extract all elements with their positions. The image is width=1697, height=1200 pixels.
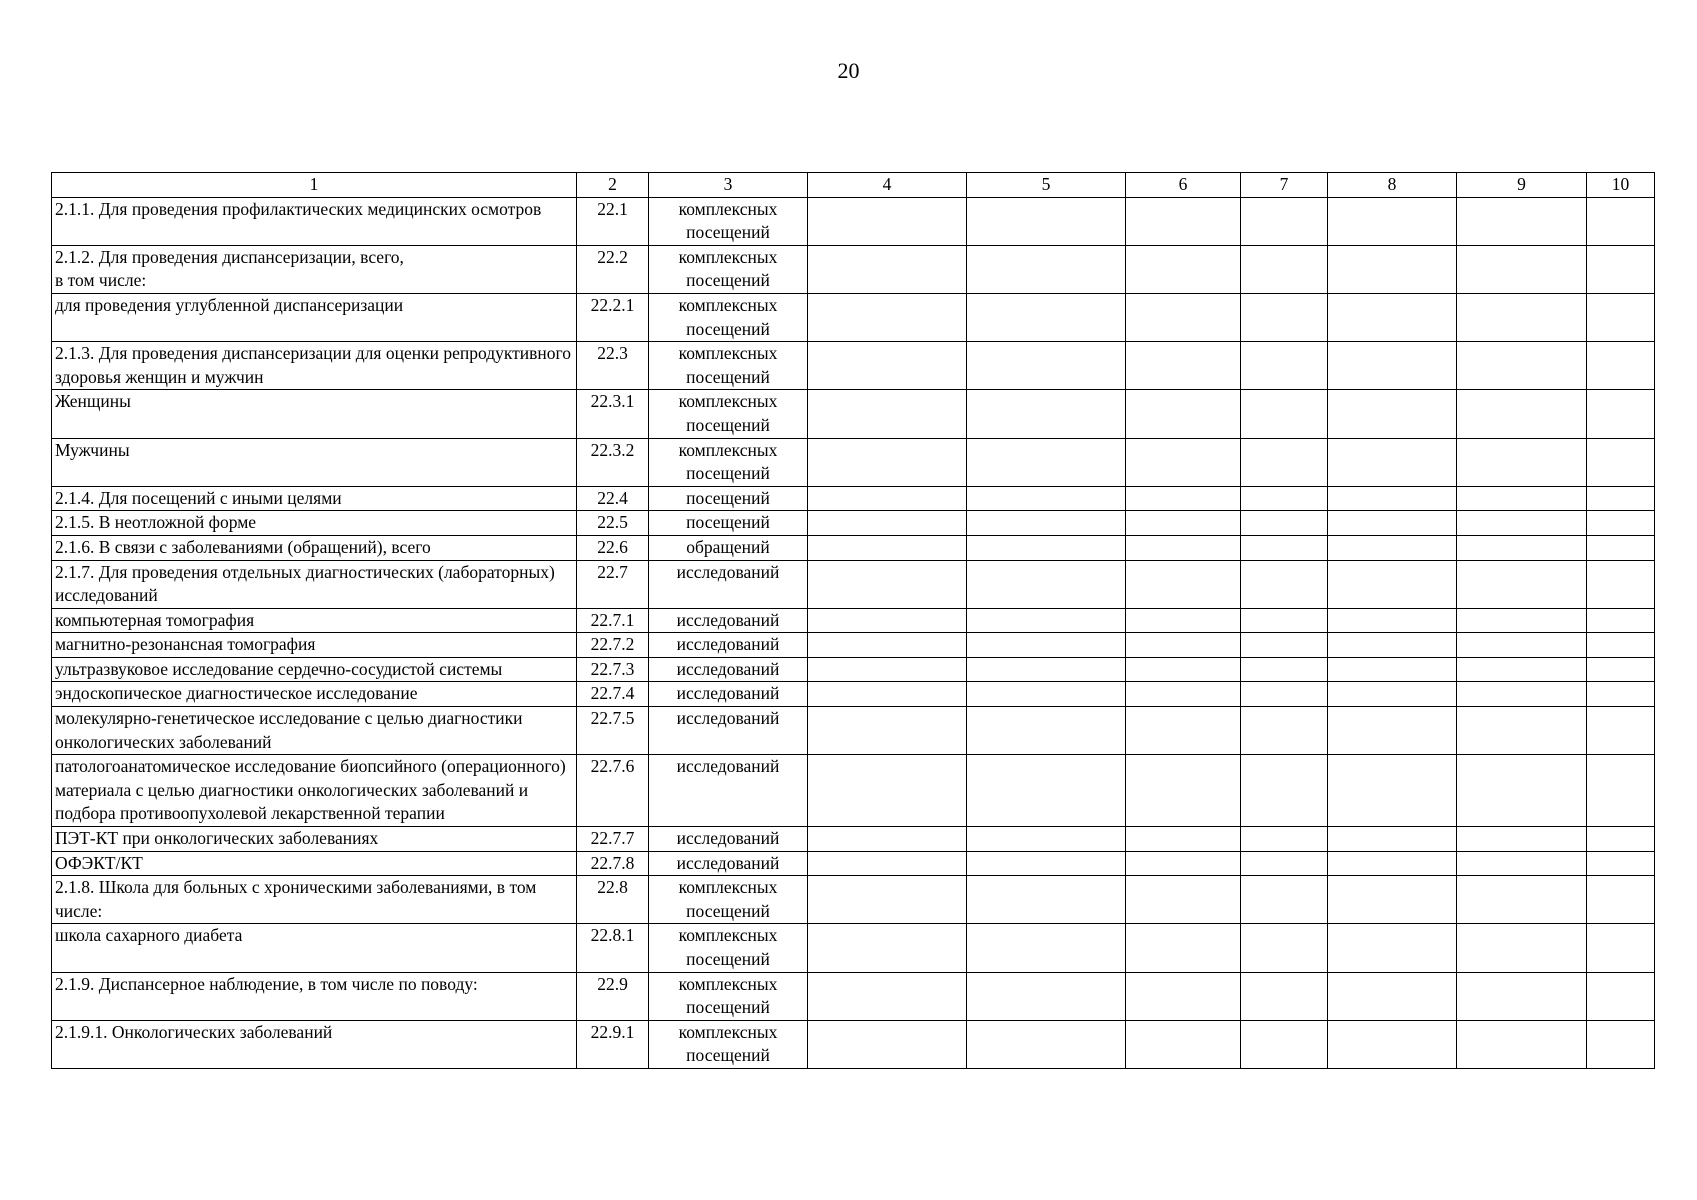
empty-cell — [1328, 511, 1457, 536]
empty-cell — [1126, 245, 1241, 293]
empty-cell — [1457, 633, 1587, 658]
row-name-cell: 2.1.2. Для проведения диспансеризации, всего, в том числе: — [52, 245, 577, 293]
empty-cell — [1126, 511, 1241, 536]
table-row — [52, 511, 1655, 536]
table-row — [52, 851, 1655, 876]
table-row — [52, 390, 1655, 438]
row-name-cell: 2.1.4. Для посещений с иными целями — [52, 486, 577, 511]
row-unit-cell: комплексных посещений — [649, 438, 808, 486]
empty-cell — [1587, 486, 1655, 511]
empty-cell — [1241, 535, 1328, 560]
empty-cell — [808, 342, 967, 390]
empty-cell — [1328, 851, 1457, 876]
empty-cell — [967, 682, 1126, 707]
table-row — [52, 633, 1655, 658]
row-code-cell: 22.3.1 — [577, 390, 649, 438]
empty-cell — [967, 560, 1126, 608]
empty-cell — [1328, 876, 1457, 924]
empty-cell — [1587, 535, 1655, 560]
empty-cell — [1328, 390, 1457, 438]
empty-cell — [808, 245, 967, 293]
empty-cell — [1328, 755, 1457, 827]
empty-cell — [1126, 924, 1241, 972]
empty-cell — [808, 293, 967, 341]
table-body — [52, 197, 1655, 1068]
row-name-cell: для проведения углубленной диспансеризации — [52, 293, 577, 341]
row-unit-cell: комплексных посещений — [649, 197, 808, 245]
row-code-cell: 22.7.2 — [577, 633, 649, 658]
empty-cell — [808, 438, 967, 486]
empty-cell — [808, 657, 967, 682]
column-header: 10 — [1587, 173, 1655, 198]
row-code-cell: 22.7.8 — [577, 851, 649, 876]
empty-cell — [1126, 486, 1241, 511]
row-code-cell: 22.8.1 — [577, 924, 649, 972]
row-code-cell: 22.3 — [577, 342, 649, 390]
empty-cell — [967, 511, 1126, 536]
empty-cell — [1457, 560, 1587, 608]
row-name-cell: Мужчины — [52, 438, 577, 486]
empty-cell — [1126, 876, 1241, 924]
row-code-cell: 22.7.1 — [577, 608, 649, 633]
column-header: 5 — [967, 173, 1126, 198]
empty-cell — [1126, 560, 1241, 608]
empty-cell — [1457, 972, 1587, 1020]
row-unit-cell: комплексных посещений — [649, 293, 808, 341]
empty-cell — [967, 876, 1126, 924]
column-header: 1 — [52, 173, 577, 198]
empty-cell — [1241, 924, 1328, 972]
empty-cell — [1587, 827, 1655, 852]
empty-cell — [1587, 755, 1655, 827]
column-header: 4 — [808, 173, 967, 198]
empty-cell — [808, 608, 967, 633]
empty-cell — [967, 755, 1126, 827]
empty-cell — [1457, 608, 1587, 633]
empty-cell — [808, 876, 967, 924]
row-unit-cell: комплексных посещений — [649, 876, 808, 924]
table-row — [52, 560, 1655, 608]
table-row — [52, 707, 1655, 755]
row-name-cell: 2.1.8. Школа для больных с хроническими заболеваниями, в том числе: — [52, 876, 577, 924]
column-header: 3 — [649, 173, 808, 198]
empty-cell — [1587, 876, 1655, 924]
row-code-cell: 22.9 — [577, 972, 649, 1020]
row-name-cell: молекулярно-генетическое исследование с целью диагностики онкологических заболеваний — [52, 707, 577, 755]
empty-cell — [1126, 293, 1241, 341]
empty-cell — [1457, 682, 1587, 707]
empty-cell — [1587, 293, 1655, 341]
empty-cell — [1328, 924, 1457, 972]
empty-cell — [1328, 682, 1457, 707]
empty-cell — [1328, 707, 1457, 755]
row-code-cell: 22.7.5 — [577, 707, 649, 755]
empty-cell — [808, 1020, 967, 1068]
empty-cell — [1241, 608, 1328, 633]
empty-cell — [1457, 707, 1587, 755]
row-name-cell: 2.1.6. В связи с заболеваниями (обращений), всего — [52, 535, 577, 560]
row-code-cell: 22.7.3 — [577, 657, 649, 682]
row-code-cell: 22.5 — [577, 511, 649, 536]
empty-cell — [967, 535, 1126, 560]
empty-cell — [1457, 486, 1587, 511]
empty-cell — [1587, 851, 1655, 876]
empty-cell — [1457, 245, 1587, 293]
empty-cell — [1241, 876, 1328, 924]
empty-cell — [1328, 1020, 1457, 1068]
row-name-cell: патологоанатомическое исследование биопсийного (операционного) материала с целью диагностики онкологических заболеваний и подбора противоопухолевой лекарственной терапии — [52, 755, 577, 827]
row-unit-cell: исследований — [649, 682, 808, 707]
page-number: 20 — [837, 58, 860, 83]
empty-cell — [1126, 390, 1241, 438]
row-name-cell: магнитно-резонансная томография — [52, 633, 577, 658]
empty-cell — [1126, 827, 1241, 852]
empty-cell — [1328, 342, 1457, 390]
empty-cell — [967, 972, 1126, 1020]
row-unit-cell: комплексных посещений — [649, 1020, 808, 1068]
table-row — [52, 1020, 1655, 1068]
empty-cell — [967, 657, 1126, 682]
empty-cell — [1126, 1020, 1241, 1068]
empty-cell — [1328, 245, 1457, 293]
row-unit-cell: комплексных посещений — [649, 924, 808, 972]
empty-cell — [1328, 608, 1457, 633]
empty-cell — [1587, 197, 1655, 245]
empty-cell — [1457, 755, 1587, 827]
row-unit-cell: комплексных посещений — [649, 245, 808, 293]
empty-cell — [1241, 1020, 1328, 1068]
empty-cell — [808, 972, 967, 1020]
row-unit-cell: исследований — [649, 827, 808, 852]
empty-cell — [1457, 827, 1587, 852]
empty-cell — [1587, 342, 1655, 390]
empty-cell — [1126, 438, 1241, 486]
row-name-cell: эндоскопическое диагностическое исследование — [52, 682, 577, 707]
empty-cell — [967, 293, 1126, 341]
row-name-cell: ПЭТ-КТ при онкологических заболеваниях — [52, 827, 577, 852]
empty-cell — [1241, 293, 1328, 341]
row-unit-cell: посещений — [649, 486, 808, 511]
empty-cell — [1241, 707, 1328, 755]
empty-cell — [1241, 486, 1328, 511]
row-name-cell: ОФЭКТ/КТ — [52, 851, 577, 876]
table-row — [52, 827, 1655, 852]
table-row — [52, 972, 1655, 1020]
empty-cell — [1328, 535, 1457, 560]
empty-cell — [808, 707, 967, 755]
empty-cell — [967, 608, 1126, 633]
empty-cell — [1457, 851, 1587, 876]
empty-cell — [967, 438, 1126, 486]
row-code-cell: 22.2.1 — [577, 293, 649, 341]
empty-cell — [967, 707, 1126, 755]
empty-cell — [1457, 1020, 1587, 1068]
empty-cell — [967, 1020, 1126, 1068]
empty-cell — [808, 827, 967, 852]
empty-cell — [808, 682, 967, 707]
empty-cell — [1126, 197, 1241, 245]
row-unit-cell: комплексных посещений — [649, 972, 808, 1020]
row-name-cell: школа сахарного диабета — [52, 924, 577, 972]
empty-cell — [1126, 755, 1241, 827]
empty-cell — [1587, 682, 1655, 707]
empty-cell — [1241, 755, 1328, 827]
table-row — [52, 608, 1655, 633]
empty-cell — [808, 924, 967, 972]
empty-cell — [808, 511, 967, 536]
row-name-cell: 2.1.9.1. Онкологических заболеваний — [52, 1020, 577, 1068]
table-row — [52, 876, 1655, 924]
row-code-cell: 22.3.2 — [577, 438, 649, 486]
row-code-cell: 22.4 — [577, 486, 649, 511]
row-name-cell: 2.1.5. В неотложной форме — [52, 511, 577, 536]
empty-cell — [1587, 707, 1655, 755]
row-name-cell: компьютерная томография — [52, 608, 577, 633]
empty-cell — [967, 245, 1126, 293]
empty-cell — [1241, 827, 1328, 852]
row-code-cell: 22.6 — [577, 535, 649, 560]
row-unit-cell: исследований — [649, 851, 808, 876]
empty-cell — [1241, 511, 1328, 536]
empty-cell — [1126, 972, 1241, 1020]
empty-cell — [808, 755, 967, 827]
empty-cell — [967, 342, 1126, 390]
empty-cell — [1126, 682, 1241, 707]
row-unit-cell: комплексных посещений — [649, 390, 808, 438]
table-row — [52, 342, 1655, 390]
table-header-row — [52, 173, 1655, 198]
column-header: 7 — [1241, 173, 1328, 198]
row-code-cell: 22.2 — [577, 245, 649, 293]
empty-cell — [808, 851, 967, 876]
table-row — [52, 486, 1655, 511]
empty-cell — [1241, 438, 1328, 486]
table-row — [52, 197, 1655, 245]
empty-cell — [1587, 972, 1655, 1020]
empty-cell — [1328, 633, 1457, 658]
empty-cell — [1457, 511, 1587, 536]
empty-cell — [1587, 924, 1655, 972]
empty-cell — [1126, 608, 1241, 633]
row-code-cell: 22.1 — [577, 197, 649, 245]
row-unit-cell: исследований — [649, 560, 808, 608]
empty-cell — [1126, 707, 1241, 755]
empty-cell — [1457, 924, 1587, 972]
table-row — [52, 924, 1655, 972]
empty-cell — [1457, 197, 1587, 245]
row-unit-cell: исследований — [649, 633, 808, 658]
empty-cell — [967, 924, 1126, 972]
empty-cell — [1457, 657, 1587, 682]
table-row — [52, 682, 1655, 707]
empty-cell — [1587, 438, 1655, 486]
empty-cell — [1457, 876, 1587, 924]
empty-cell — [1328, 293, 1457, 341]
empty-cell — [1328, 827, 1457, 852]
empty-cell — [1241, 633, 1328, 658]
empty-cell — [1241, 245, 1328, 293]
row-code-cell: 22.7.4 — [577, 682, 649, 707]
empty-cell — [1241, 657, 1328, 682]
empty-cell — [967, 633, 1126, 658]
empty-cell — [1457, 535, 1587, 560]
row-unit-cell: исследований — [649, 608, 808, 633]
empty-cell — [1587, 245, 1655, 293]
row-name-cell: 2.1.7. Для проведения отдельных диагностических (лабораторных) исследований — [52, 560, 577, 608]
empty-cell — [1241, 560, 1328, 608]
empty-cell — [1241, 197, 1328, 245]
row-code-cell: 22.9.1 — [577, 1020, 649, 1068]
empty-cell — [808, 633, 967, 658]
empty-cell — [1241, 390, 1328, 438]
row-code-cell: 22.7.7 — [577, 827, 649, 852]
row-name-cell: 2.1.9. Диспансерное наблюдение, в том числе по поводу: — [52, 972, 577, 1020]
empty-cell — [1587, 1020, 1655, 1068]
empty-cell — [1328, 486, 1457, 511]
row-unit-cell: комплексных посещений — [649, 342, 808, 390]
empty-cell — [967, 827, 1126, 852]
empty-cell — [1328, 560, 1457, 608]
row-unit-cell: посещений — [649, 511, 808, 536]
empty-cell — [967, 851, 1126, 876]
empty-cell — [1457, 342, 1587, 390]
empty-cell — [967, 486, 1126, 511]
column-header: 6 — [1126, 173, 1241, 198]
empty-cell — [1587, 390, 1655, 438]
row-name-cell: 2.1.3. Для проведения диспансеризации для оценки репродуктивного здоровья женщин и мужчин — [52, 342, 577, 390]
empty-cell — [1126, 657, 1241, 682]
empty-cell — [1328, 438, 1457, 486]
table-row — [52, 293, 1655, 341]
empty-cell — [1241, 342, 1328, 390]
empty-cell — [1126, 535, 1241, 560]
empty-cell — [1587, 560, 1655, 608]
empty-cell — [1587, 511, 1655, 536]
empty-cell — [1241, 682, 1328, 707]
row-unit-cell: исследований — [649, 755, 808, 827]
empty-cell — [1328, 657, 1457, 682]
empty-cell — [808, 197, 967, 245]
row-name-cell: ультразвуковое исследование сердечно-сосудистой системы — [52, 657, 577, 682]
empty-cell — [1328, 197, 1457, 245]
column-header: 9 — [1457, 173, 1587, 198]
empty-cell — [1587, 657, 1655, 682]
empty-cell — [1587, 608, 1655, 633]
row-unit-cell: исследований — [649, 657, 808, 682]
table-row — [52, 438, 1655, 486]
table-row — [52, 755, 1655, 827]
row-code-cell: 22.7 — [577, 560, 649, 608]
row-name-cell: 2.1.1. Для проведения профилактических медицинских осмотров — [52, 197, 577, 245]
empty-cell — [808, 535, 967, 560]
row-code-cell: 22.7.6 — [577, 755, 649, 827]
data-table — [51, 172, 1655, 1069]
empty-cell — [1328, 972, 1457, 1020]
empty-cell — [1241, 972, 1328, 1020]
empty-cell — [1457, 390, 1587, 438]
column-header: 2 — [577, 173, 649, 198]
table-row — [52, 245, 1655, 293]
empty-cell — [1241, 851, 1328, 876]
column-header: 8 — [1328, 173, 1457, 198]
empty-cell — [808, 486, 967, 511]
empty-cell — [1126, 633, 1241, 658]
empty-cell — [1457, 293, 1587, 341]
empty-cell — [967, 197, 1126, 245]
empty-cell — [1126, 851, 1241, 876]
empty-cell — [808, 390, 967, 438]
row-unit-cell: обращений — [649, 535, 808, 560]
row-name-cell: Женщины — [52, 390, 577, 438]
empty-cell — [808, 560, 967, 608]
row-unit-cell: исследований — [649, 707, 808, 755]
table-row — [52, 657, 1655, 682]
table-row — [52, 535, 1655, 560]
row-code-cell: 22.8 — [577, 876, 649, 924]
empty-cell — [1457, 438, 1587, 486]
empty-cell — [1126, 342, 1241, 390]
empty-cell — [1587, 633, 1655, 658]
empty-cell — [967, 390, 1126, 438]
